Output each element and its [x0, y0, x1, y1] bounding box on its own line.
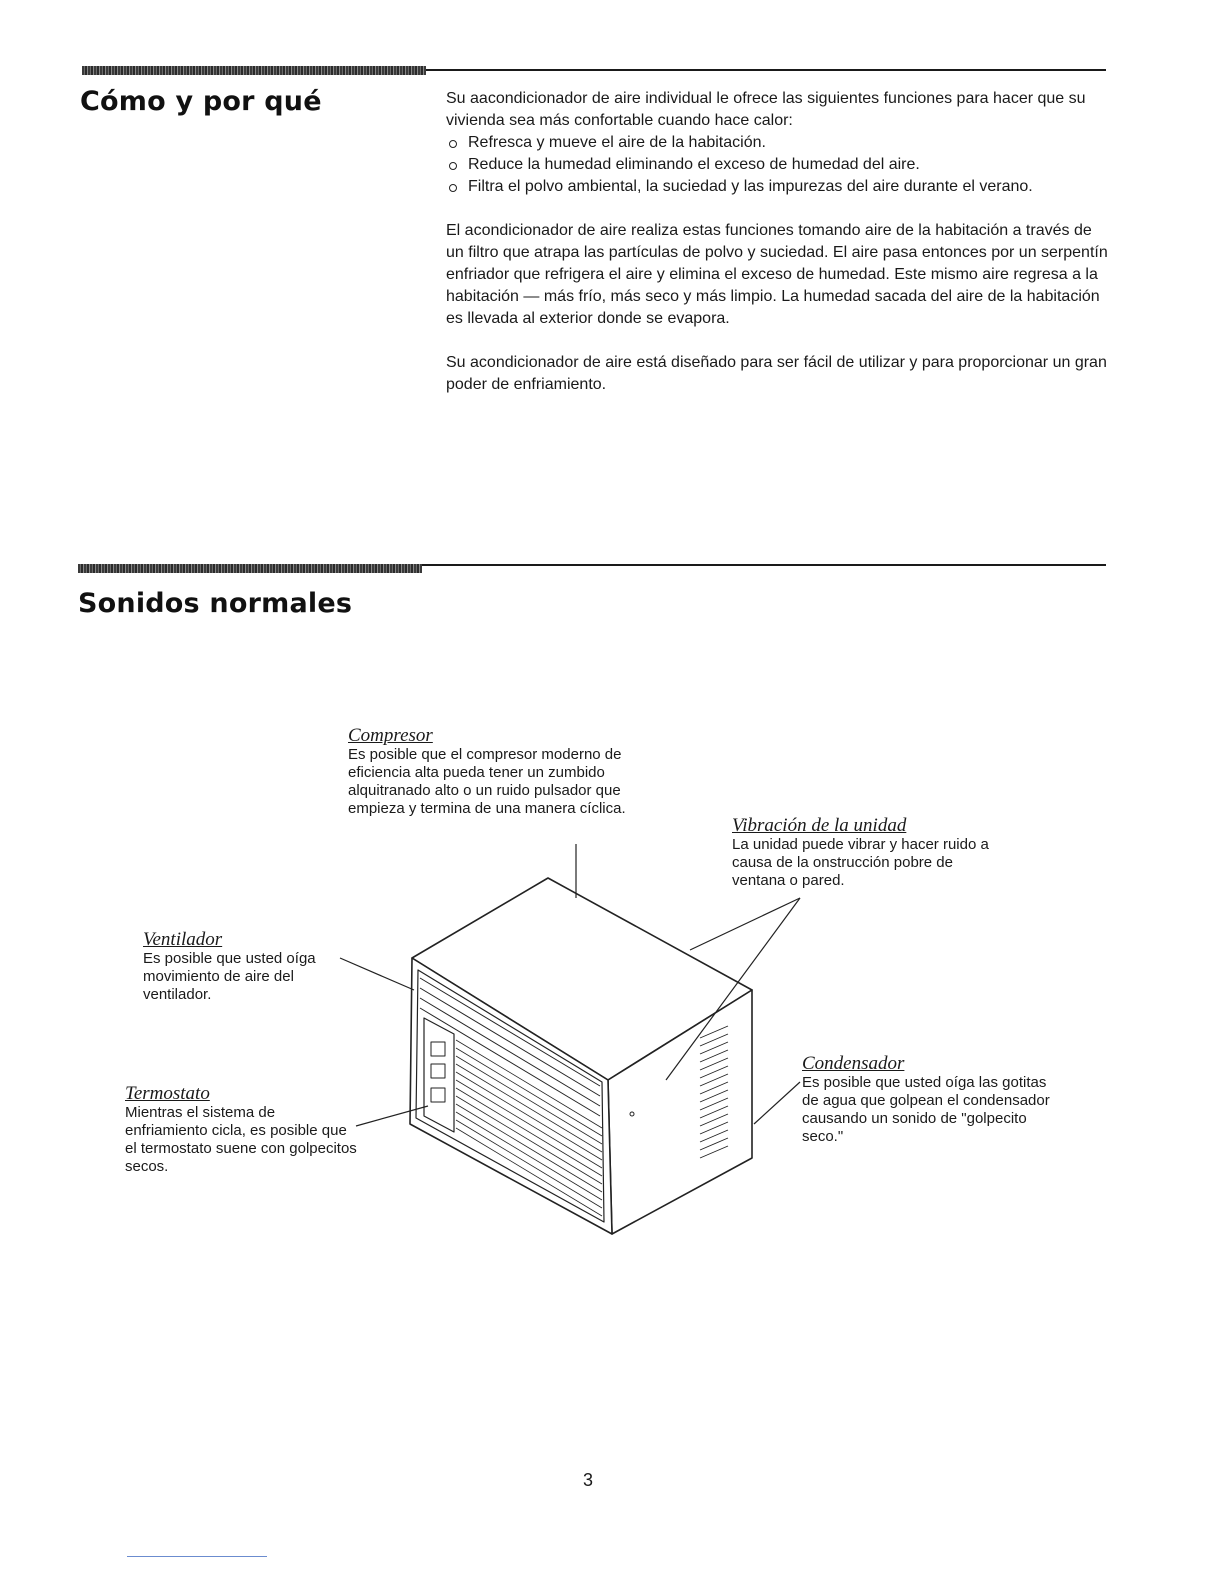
label-compresor [348, 726, 638, 818]
label-ventilador-text: Es posible que usted oíga movimiento de aire del ventilador. [143, 950, 316, 1003]
bullet-item: Filtra el polvo ambiental, la suciedad y las impurezas del aire durante el verano. [446, 176, 1108, 198]
how-why-paragraph-2: El acondicionador de aire realiza estas funciones tomando aire de la habitación a través de un filtro que atrapa las partículas de polvo y suciedad. El aire pasa entonces por un serpentín enfriador que refrigera el aire y elimina el exceso de humedad. Este mismo aire regresa a la habitación — más frío, más seco y más limpio. La humedad sacada del aire de la habitación es llevada al exterior donde se evapora. [446, 222, 1108, 327]
leader-vibracion-a [690, 898, 800, 950]
label-condensador [802, 1054, 1062, 1146]
bullet-item: Reduce la humedad eliminando el exceso de humedad del aire. [446, 154, 1108, 176]
label-ventilador [143, 930, 353, 1004]
label-compresor-text: Es posible que el compresor moderno de eficiencia alta pueda tener un zumbido alquitranado alto o un ruido pulsador que empieza y termina de una manera cíclica. [348, 746, 626, 817]
label-condensador-text: Es posible que usted oíga las gotitas de agua que golpean el condensador causando un sonido de "golpecito seco." [802, 1074, 1050, 1145]
label-condensador-title: Condensador [802, 1053, 905, 1074]
how-why-paragraph-3: Su acondicionador de aire está diseñado para ser fácil de utilizar y para proporcionar un gran poder de enfriamiento. [446, 354, 1107, 393]
label-termostato-text: Mientras el sistema de enfriamiento cicla, es posible que el termostato suene con golpecitos secos. [125, 1104, 357, 1175]
label-vibracion-text: La unidad puede vibrar y hacer ruido a causa de la onstrucción pobre de ventana o pared. [732, 836, 989, 889]
section-title-normal-sounds: Sonidos normales [78, 588, 353, 619]
bullet-item: Refresca y mueve el aire de la habitación. [446, 132, 1108, 154]
section-title-how-why: Cómo y por qué [80, 86, 322, 117]
how-why-intro: Su aacondicionador de aire individual le ofrece las siguientes funciones para hacer que su vivienda sea más confortable cuando hace calor: [446, 90, 1086, 129]
label-termostato-title: Termostato [125, 1083, 210, 1104]
leader-condensador [754, 1082, 800, 1124]
label-vibracion-title: Vibración de la unidad [732, 815, 907, 836]
label-ventilador-title: Ventilador [143, 929, 223, 950]
page-number: 3 [583, 1470, 594, 1490]
label-vibracion [732, 816, 992, 890]
label-compresor-title: Compresor [348, 725, 433, 746]
footer-mark [127, 1556, 267, 1557]
label-termostato [125, 1084, 357, 1176]
